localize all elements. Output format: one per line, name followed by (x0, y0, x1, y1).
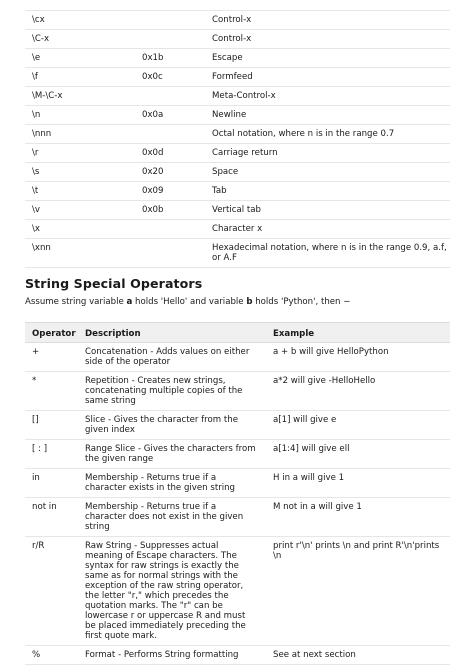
escape-row (25, 144, 450, 163)
operator-example: a[1:4] will give ell (266, 440, 450, 469)
escape-row (25, 182, 450, 201)
operator-row (25, 646, 450, 665)
escape-hex: 0x0b (135, 201, 205, 220)
operator-row (25, 469, 450, 498)
escape-notation: \v (25, 201, 135, 220)
operator-symbol: [] (25, 411, 78, 440)
operator-row (25, 411, 450, 440)
escape-notation: \x (25, 220, 135, 239)
escape-notation: \t (25, 182, 135, 201)
escape-row (25, 106, 450, 125)
escape-row (25, 163, 450, 182)
operator-description: Slice - Gives the character from the given index (78, 411, 266, 440)
escape-description: Tab (205, 182, 450, 201)
operator-example: See at next section (266, 646, 450, 665)
intro-text-3: holds 'Python', then − (252, 297, 351, 307)
escape-notation: \C-x (25, 30, 135, 49)
escape-hex: 0x20 (135, 163, 205, 182)
escape-hex (135, 239, 205, 268)
escape-notation: \e (25, 49, 135, 68)
header-row (25, 323, 450, 343)
escape-notation: \r (25, 144, 135, 163)
operators-table-body (25, 343, 450, 665)
escape-row (25, 201, 450, 220)
operator-symbol: * (25, 372, 78, 411)
operator-symbol: r/R (25, 537, 78, 646)
header-operator: Operator (25, 323, 78, 343)
escape-hex (135, 11, 205, 30)
header-example: Example (266, 323, 450, 343)
intro-var-b: b (246, 297, 253, 307)
operator-symbol: not in (25, 498, 78, 537)
operators-table (25, 322, 450, 665)
intro-text-1: Assume string variable (25, 297, 127, 307)
escape-row (25, 239, 450, 268)
operator-example: M not in a will give 1 (266, 498, 450, 537)
operators-table-header (25, 323, 450, 343)
escape-description: Meta-Control-x (205, 87, 450, 106)
escape-hex: 0x0d (135, 144, 205, 163)
operator-description: Membership - Returns true if a character exists in the given string (78, 469, 266, 498)
escape-notation: \nnn (25, 125, 135, 144)
operator-symbol: in (25, 469, 78, 498)
escape-description: Control-x (205, 30, 450, 49)
escape-description: Octal notation, where n is in the range 0.7 (205, 125, 450, 144)
intro-text-2: holds 'Hello' and variable (132, 297, 247, 307)
header-description: Description (78, 323, 266, 343)
operator-description: Membership - Returns true if a character does not exist in the given string (78, 498, 266, 537)
escape-notation: \n (25, 106, 135, 125)
escape-hex: 0x1b (135, 49, 205, 68)
escape-hex (135, 220, 205, 239)
operator-example: H in a will give 1 (266, 469, 450, 498)
operator-row (25, 372, 450, 411)
escape-notation: \f (25, 68, 135, 87)
escape-row (25, 220, 450, 239)
escape-hex: 0x0c (135, 68, 205, 87)
operator-symbol: [ : ] (25, 440, 78, 469)
escape-description: Newline (205, 106, 450, 125)
escape-row (25, 30, 450, 49)
intro-var-a: a (126, 297, 133, 307)
escape-sequences-body (25, 11, 450, 268)
escape-notation: \cx (25, 11, 135, 30)
operator-row (25, 440, 450, 469)
escape-notation: \s (25, 163, 135, 182)
escape-row (25, 49, 450, 68)
escape-description: Carriage return (205, 144, 450, 163)
escape-hex: 0x0a (135, 106, 205, 125)
operator-symbol: + (25, 343, 78, 372)
escape-description: Hexadecimal notation, where n is in the range 0.9, a.f, or A.F (205, 239, 450, 268)
escape-row (25, 68, 450, 87)
escape-sequences-table (25, 10, 450, 268)
operator-row (25, 537, 450, 646)
escape-description: Character x (205, 220, 450, 239)
operator-row (25, 343, 450, 372)
escape-hex: 0x09 (135, 182, 205, 201)
escape-hex (135, 30, 205, 49)
escape-row (25, 87, 450, 106)
section-intro (25, 297, 350, 307)
escape-description: Space (205, 163, 450, 182)
operator-example: print r'\n' prints \n and print R'\n'prints \n (266, 537, 450, 646)
operator-row (25, 498, 450, 537)
operator-description: Range Slice - Gives the characters from the given range (78, 440, 266, 469)
escape-description: Escape (205, 49, 450, 68)
operator-description: Format - Performs String formatting (78, 646, 266, 665)
escape-description: Vertical tab (205, 201, 450, 220)
escape-hex (135, 125, 205, 144)
operator-example: a*2 will give -HelloHello (266, 372, 450, 411)
escape-row (25, 125, 450, 144)
escape-hex (135, 87, 205, 106)
escape-notation: \M-\C-x (25, 87, 135, 106)
operator-description: Concatenation - Adds values on either side of the operator (78, 343, 266, 372)
escape-row (25, 11, 450, 30)
operator-example: a[1] will give e (266, 411, 450, 440)
escape-description: Control-x (205, 11, 450, 30)
operator-example: a + b will give HelloPython (266, 343, 450, 372)
section-title: String Special Operators (25, 276, 203, 291)
escape-description: Formfeed (205, 68, 450, 87)
escape-notation: \xnn (25, 239, 135, 268)
operator-symbol: % (25, 646, 78, 665)
operator-description: Repetition - Creates new strings, concatenating multiple copies of the same string (78, 372, 266, 411)
operator-description: Raw String - Suppresses actual meaning of Escape characters. The syntax for raw strings is exactly the same as for normal strings with the exception of the raw string operator, the letter "r," which precedes the quotation marks. The "r" can be lowercase r or uppercase R and must be placed immediately preceding the first quote mark. (78, 537, 266, 646)
